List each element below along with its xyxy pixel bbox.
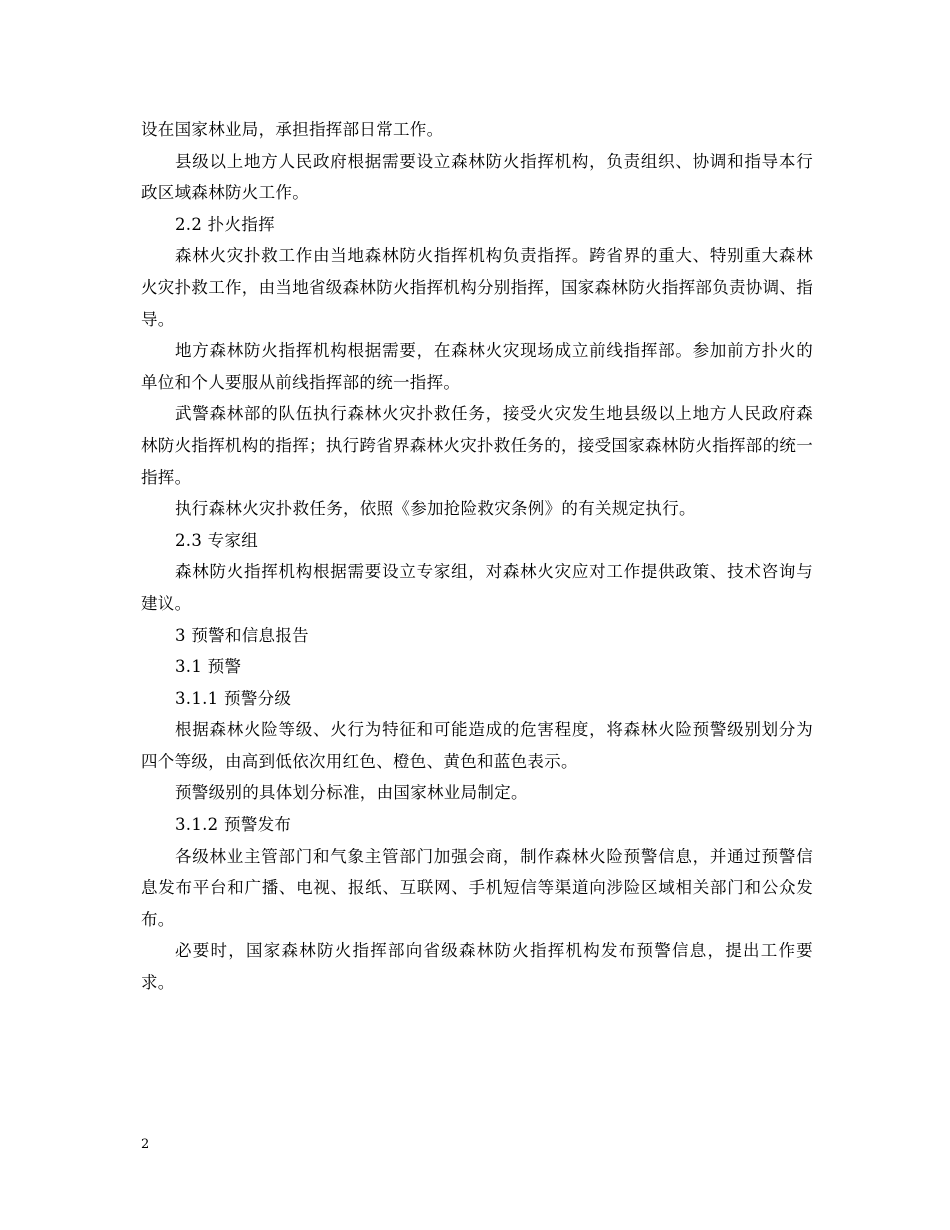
section-heading: 3.1.2 预警发布 (175, 815, 292, 835)
paragraph: 根据森林火险等级、火行为特征和可能造成的危害程度，将森林火险预警级别划分为四个等级，由高到低依次用红色、橙色、黄色和蓝色表示。 (141, 720, 813, 771)
paragraph-continuation: 设在国家林业局，承担指挥部日常工作。 (141, 120, 444, 139)
section-heading: 2.3 专家组 (175, 530, 259, 550)
paragraph: 各级林业主管部门和气象主管部门加强会商，制作森林火险预警信息，并通过预警信息发布平台和广播、电视、报纸、互联网、手机短信等渠道向涉险区域相关部门和公众发布。 (141, 846, 813, 929)
paragraph: 必要时，国家森林防火指挥部向省级森林防火指挥机构发布预警信息，提出工作要求。 (141, 941, 813, 993)
document-body (141, 114, 813, 999)
paragraph: 执行森林火灾扑救任务，依照《参加抢险救灾条例》的有关规定执行。 (175, 499, 696, 519)
page-number: 2 (141, 1137, 150, 1152)
paragraph: 地方森林防火指挥机构根据需要，在森林火灾现场成立前线指挥部。参加前方扑火的单位和个人要服从前线指挥部的统一指挥。 (141, 341, 813, 392)
paragraph: 森林防火指挥机构根据需要设立专家组，对森林火灾应对工作提供政策、技术咨询与建议。 (141, 562, 813, 613)
section-heading: 3 预警和信息报告 (175, 625, 309, 645)
paragraph: 森林火灾扑救工作由当地森林防火指挥机构负责指挥。跨省界的重大、特别重大森林火灾扑救工作，由当地省级森林防火指挥机构分别指挥，国家森林防火指挥部负责协调、指导。 (141, 246, 813, 329)
paragraph: 武警森林部的队伍执行森林火灾扑救任务，接受火灾发生地县级以上地方人民政府森林防火指挥机构的指挥；执行跨省界森林火灾扑救任务的，接受国家森林防火指挥部的统一指挥。 (141, 404, 813, 487)
section-heading: 2.2 扑火指挥 (175, 214, 275, 234)
section-heading: 3.1.1 预警分级 (175, 688, 292, 708)
paragraph: 预警级别的具体划分标准，由国家林业局制定。 (175, 783, 528, 803)
section-heading: 3.1 预警 (175, 657, 242, 677)
paragraph: 县级以上地方人民政府根据需要设立森林防火指挥机构，负责组织、协调和指导本行政区域森林防火工作。 (141, 151, 813, 203)
